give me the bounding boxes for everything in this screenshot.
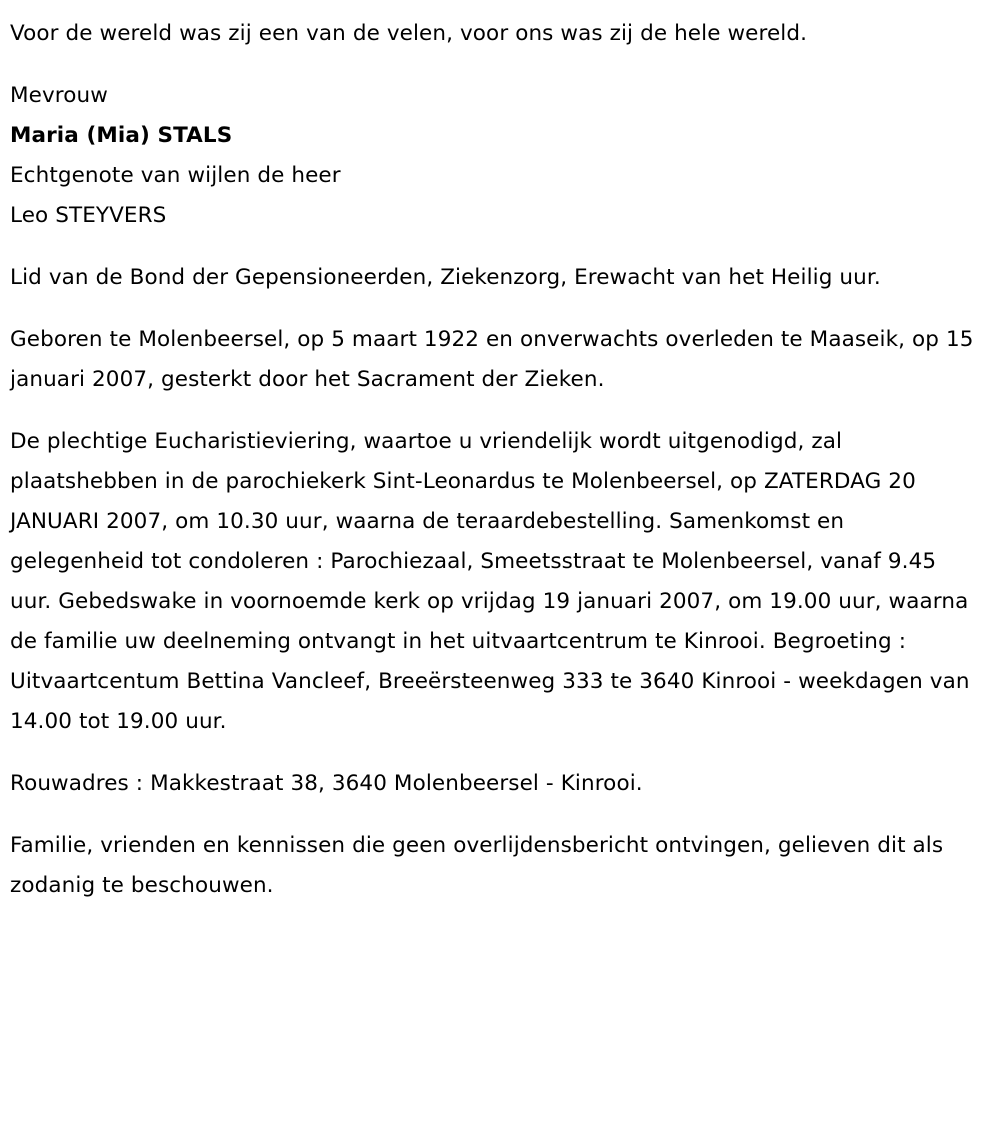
service-details: De plechtige Eucharistieviering, waartoe u vriendelijk wordt uitgenodigd, zal plaatshebben in de parochiekerk Sint-Leonardus te Molenbeersel, op ZATERDAG 20 JANUARI 2007, om 10.30 uur, waarna de teraardebestelling. Samenkomst en gelegenheid tot condoleren : Parochiezaal, Smeetsstraat te Molenbeersel, vanaf 9.45 uur. Gebedswake in voornoemde kerk op vrijdag 19 januari 2007, om 19.00 uur, waarna de familie uw deelneming ontvangt in het uitvaartcentrum te Kinrooi. Begroeting : Uitvaartcentum Bettina Vancleef, Breeërsteenweg 333 te 3640 Kinrooi - weekdagen van 14.00 tot 19.00 uur. bbox=[10, 429, 977, 734]
closing-note: Familie, vrienden en kennissen die geen overlijdensbericht ontvingen, gelieven dit als zodanig te beschouwen. bbox=[10, 833, 951, 898]
spouse-prefix: Echtgenote van wijlen de heer bbox=[10, 163, 341, 188]
mourning-address: Rouwadres : Makkestraat 38, 3640 Molenbeersel - Kinrooi. bbox=[10, 771, 643, 796]
spacer bbox=[10, 236, 978, 258]
spouse-name: Leo STEYVERS bbox=[10, 203, 167, 228]
birth-death-details: Geboren te Molenbeersel, op 5 maart 1922 en onverwachts overleden te Maaseik, op 15 januari 2007, gesterkt door het Sacrament der Zieken. bbox=[10, 327, 981, 392]
deceased-block bbox=[10, 76, 978, 236]
salutation: Mevrouw bbox=[10, 83, 108, 108]
memberships: Lid van de Bond der Gepensioneerden, Ziekenzorg, Erewacht van het Heilig uur. bbox=[10, 265, 881, 290]
deceased-name: Maria (Mia) STALS bbox=[10, 123, 233, 148]
intro-quote: Voor de wereld was zij een van de velen, voor ons was zij de hele wereld. bbox=[10, 21, 808, 46]
